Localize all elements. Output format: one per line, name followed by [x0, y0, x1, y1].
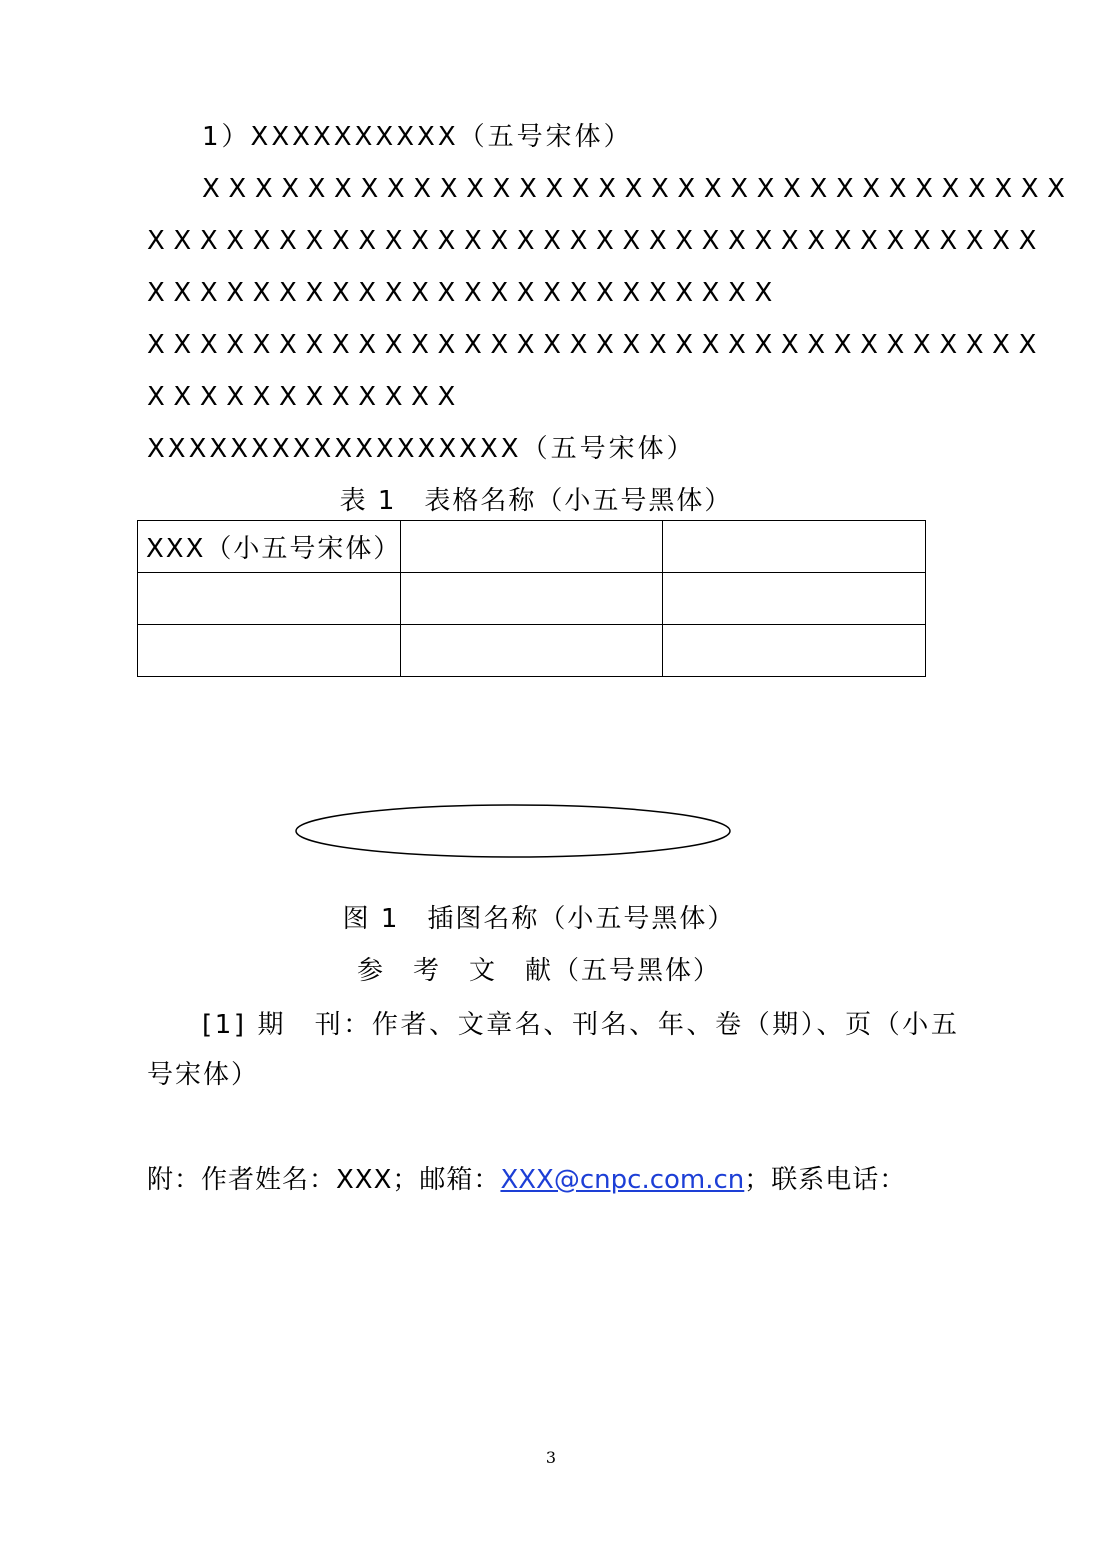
paragraph-1-line-1: XXXXXXXXXXXXXXXXXXXXXXXXXXXXXXXXX	[202, 174, 1074, 204]
paragraph-1-line-3: XXXXXXXXXXXXXXXXXXXXXXXX	[147, 278, 781, 308]
table-row	[138, 521, 926, 573]
table-cell	[400, 521, 663, 573]
paragraph-2-line-1: XXXXXXXXXXXXXXXXXXXXXXXXXXXXXXXXXX	[147, 330, 1045, 360]
table-row	[138, 625, 926, 677]
author-info-prefix: 附：作者姓名：XXX；邮箱：	[147, 1165, 501, 1195]
table-cell	[138, 625, 401, 677]
page-number: 3	[545, 1448, 557, 1467]
author-info-suffix: ；联系电话：	[744, 1165, 907, 1195]
table-caption: 表 1 表格名称（小五号黑体）	[339, 486, 733, 516]
table-cell	[400, 573, 663, 625]
table-cell	[663, 521, 926, 573]
table-cell	[138, 573, 401, 625]
paragraph-2-line-2: XXXXXXXXXXXX	[147, 382, 464, 412]
table-cell	[663, 625, 926, 677]
figure-caption: 图 1 插图名称（小五号黑体）	[342, 904, 736, 934]
table-row	[138, 573, 926, 625]
section-heading: 1）XXXXXXXXXX（五号宋体）	[202, 122, 633, 152]
references-title: 参 考 文 献（五号黑体）	[356, 956, 721, 986]
table-cell	[400, 625, 663, 677]
figure-placeholder-ellipse	[293, 802, 733, 860]
reference-item-line-1: [1] 期 刊：作者、文章名、刊名、年、卷（期）、页（小五	[202, 1010, 960, 1040]
email-link[interactable]: XXX@cnpc.com.cn	[500, 1165, 745, 1195]
paragraph-1-line-2: XXXXXXXXXXXXXXXXXXXXXXXXXXXXXXXXXX	[147, 226, 1045, 256]
data-table	[137, 520, 926, 677]
table-cell: XXX（小五号宋体）	[138, 521, 401, 573]
author-info	[147, 1165, 906, 1195]
table-cell	[663, 573, 926, 625]
reference-item-line-2: 号宋体）	[147, 1060, 260, 1090]
paragraph-3: XXXXXXXXXXXXXXXXXX（五号宋体）	[147, 434, 696, 464]
